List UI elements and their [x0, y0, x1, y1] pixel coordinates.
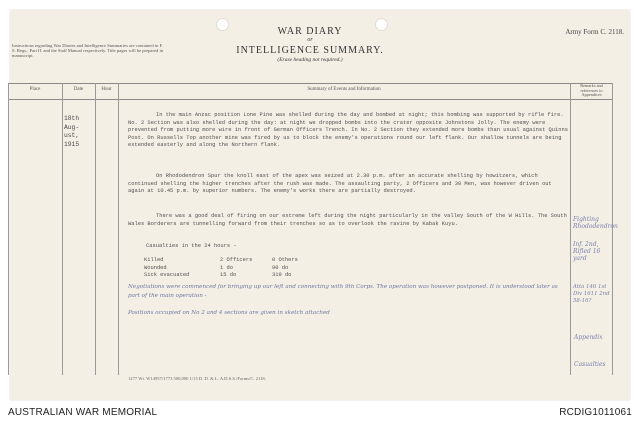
- remark-fighting: Fighting Rhododendron: [573, 216, 618, 230]
- header-date: Date: [73, 87, 84, 92]
- paragraph-text: There was a good deal of firing on our extreme left during the night particularly in the valley South of the W Hills. The South Wales Borderers are tunnelling forward from their trenches so as to overlook the ravine by Kabak Kuyu.: [128, 213, 567, 227]
- casualty-row: [144, 257, 322, 265]
- archive-reference: RCDIG1011061: [559, 407, 632, 418]
- casualties-heading: Casualties in the 24 hours -: [146, 243, 237, 249]
- column-rule: [570, 83, 571, 375]
- date-line: 1915: [64, 140, 80, 148]
- casualty-type: Killed: [144, 257, 164, 263]
- remark-appendix: Appendix: [574, 334, 603, 341]
- date-line: Aug-: [64, 123, 80, 131]
- paragraph-rhododendron: [128, 173, 568, 196]
- form-title: WAR DIARY: [277, 26, 343, 37]
- date-line: 18th: [64, 115, 80, 122]
- instructions-text: Instructions regarding War Diaries and Intelligence Summaries are contained in F. S. Regs., Part II. and the Staff Manual respectively. Title pages will be prepared in manuscript.: [12, 43, 164, 59]
- paragraph-anzac: [128, 112, 568, 150]
- casualty-type: Wounded: [144, 264, 167, 271]
- handwritten-note-negotiations: Negotiations were commenced for bringing up our left and connecting with 9th Corps. The operation was however postponed. It is understood later as part of the main operation -: [128, 284, 558, 299]
- casualty-others: 90 do: [272, 264, 289, 271]
- column-rule: [118, 83, 119, 375]
- remark-casualties: Casualties: [574, 361, 606, 368]
- date-line: ust,: [64, 132, 80, 139]
- army-form-number: Army Form C. 2118.: [565, 28, 624, 36]
- casualty-type: Sick evacuated: [144, 272, 190, 279]
- casualty-others: 0 Others: [272, 257, 298, 263]
- header-remarks: Remarks and references to Appendices: [580, 83, 603, 98]
- form-subtitle: INTELLIGENCE SUMMARY.: [236, 45, 384, 56]
- header-summary: Summary of Events and Information: [307, 87, 381, 92]
- form-or: or: [307, 37, 313, 43]
- remark-infantry: Inf. 2nd, Rifled 16 yard: [573, 241, 601, 262]
- erase-note: (Erase heading not required.): [277, 57, 343, 63]
- paragraph-left-flank: [128, 213, 568, 228]
- header-place: Place: [29, 87, 41, 92]
- casualty-others: 319 do: [272, 272, 292, 279]
- paragraph-text: On Rhododendron Spur the knoll east of the apex was seized at 2.30 p.m. after an accurate shelling by howitzers, which continued shelling the higher trenches after the rush was made. The assaulting party, 2 Officers and 30 Men, was however driven out again at 10.45 p.m. by superior numbers. The enemy's works there are partially destroyed.: [128, 173, 552, 195]
- casualty-row: [144, 272, 322, 280]
- casualty-officers: 1 do: [220, 264, 233, 271]
- casualty-officers: 15 do: [220, 272, 237, 279]
- paragraph-text: In the main Anzac position Lone Pine was shelled during the day and bombed at night; this bombing was supported by rifle fire. No. 2 Section was also shelled during the day: at night we dropped bombs into the crater opposite Johnstons Jolly. The enemy were prevented from putting more wire in front of German Officers Trench. In No. 2 Section they extended more bombs than usual against Quinns Post. On Russells Top another mine was fired by us to block the enemy's operations round our left flank. Our shallow tunnels are being extended easterly and along the Northern flank.: [128, 112, 568, 149]
- handwritten-note-positions: Positions occupied on No 2 and 4 sections are given in sketch attached: [128, 310, 330, 316]
- archive-caption: AUSTRALIAN WAR MEMORIAL: [8, 407, 158, 418]
- casualty-row: [144, 265, 322, 273]
- column-rule: [62, 83, 63, 375]
- remark-attached: Atta 146 1st Div 1611 2nd 58-16?: [573, 284, 610, 304]
- entry-date: [64, 115, 96, 149]
- casualties-table: [144, 257, 322, 280]
- printer-line: 1277 Wt. W14957/1773 500,000 1/15 D. D. & L. A.D.S.S./Forms/C. 2118.: [128, 376, 266, 381]
- header-hour: Hour: [101, 87, 112, 92]
- column-rule: [8, 83, 9, 375]
- diary-page: [10, 10, 630, 400]
- casualty-officers: 2 Officers: [220, 257, 253, 263]
